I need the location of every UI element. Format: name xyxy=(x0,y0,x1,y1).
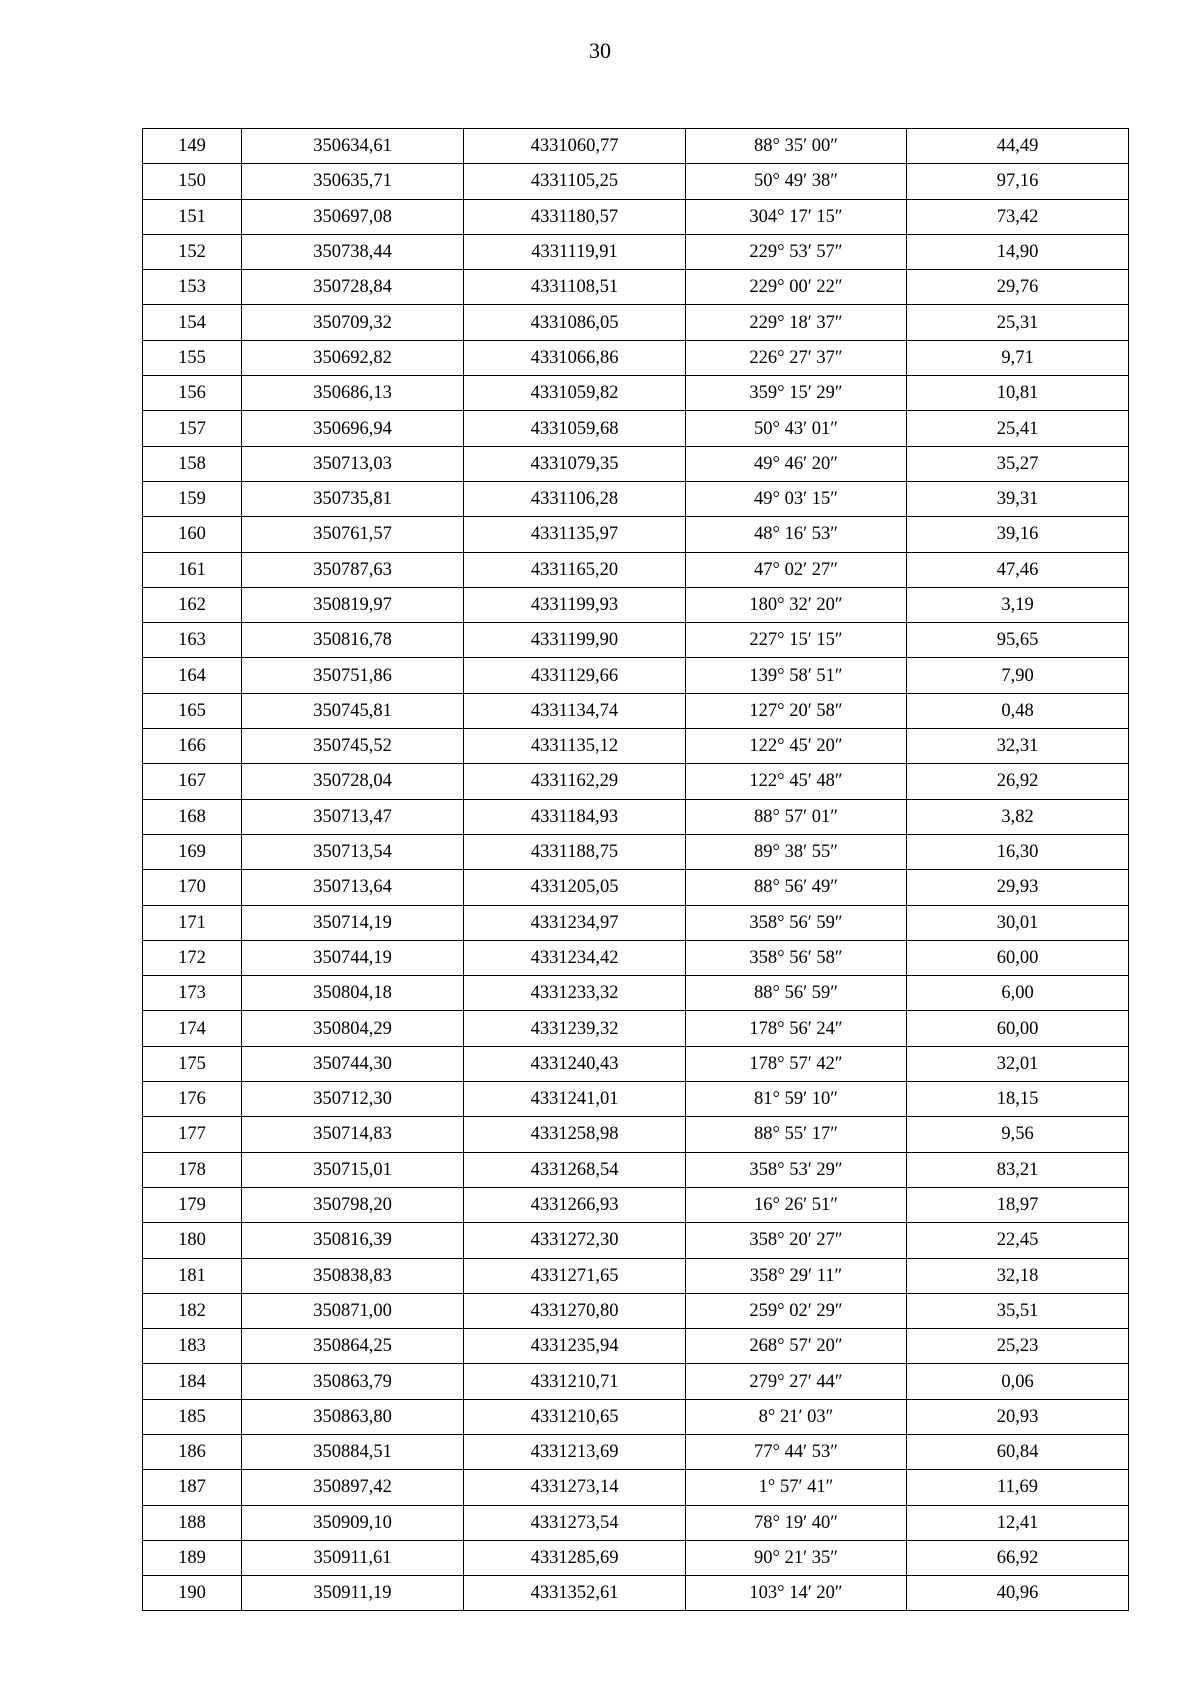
point-number-cell: 180 xyxy=(143,1223,242,1258)
point-number-cell: 166 xyxy=(143,729,242,764)
y-coordinate-cell: 4331271,65 xyxy=(464,1258,686,1293)
distance-cell: 35,51 xyxy=(907,1293,1129,1328)
table-row xyxy=(143,658,1129,693)
y-coordinate-cell: 4331162,29 xyxy=(464,764,686,799)
table-row xyxy=(143,1540,1129,1575)
table-row xyxy=(143,199,1129,234)
x-coordinate-cell: 350798,20 xyxy=(242,1187,464,1222)
distance-cell: 66,92 xyxy=(907,1540,1129,1575)
x-coordinate-cell: 350738,44 xyxy=(242,234,464,269)
direction-angle-cell: 78° 19′ 40″ xyxy=(686,1505,907,1540)
distance-cell: 83,21 xyxy=(907,1152,1129,1187)
y-coordinate-cell: 4331268,54 xyxy=(464,1152,686,1187)
y-coordinate-cell: 4331134,74 xyxy=(464,693,686,728)
y-coordinate-cell: 4331205,05 xyxy=(464,870,686,905)
point-number-cell: 174 xyxy=(143,1011,242,1046)
distance-cell: 44,49 xyxy=(907,129,1129,164)
point-number-cell: 179 xyxy=(143,1187,242,1222)
x-coordinate-cell: 350761,57 xyxy=(242,517,464,552)
table-row xyxy=(143,1258,1129,1293)
x-coordinate-cell: 350745,81 xyxy=(242,693,464,728)
distance-cell: 18,15 xyxy=(907,1082,1129,1117)
direction-angle-cell: 178° 57′ 42″ xyxy=(686,1046,907,1081)
direction-angle-cell: 358° 20′ 27″ xyxy=(686,1223,907,1258)
point-number-cell: 183 xyxy=(143,1329,242,1364)
x-coordinate-cell: 350712,30 xyxy=(242,1082,464,1117)
direction-angle-cell: 81° 59′ 10″ xyxy=(686,1082,907,1117)
y-coordinate-cell: 4331188,75 xyxy=(464,834,686,869)
y-coordinate-cell: 4331233,32 xyxy=(464,976,686,1011)
table-row xyxy=(143,1399,1129,1434)
distance-cell: 3,19 xyxy=(907,587,1129,622)
distance-cell: 7,90 xyxy=(907,658,1129,693)
x-coordinate-cell: 350864,25 xyxy=(242,1329,464,1364)
x-coordinate-cell: 350897,42 xyxy=(242,1470,464,1505)
point-number-cell: 190 xyxy=(143,1576,242,1611)
y-coordinate-cell: 4331352,61 xyxy=(464,1576,686,1611)
direction-angle-cell: 229° 00′ 22″ xyxy=(686,270,907,305)
y-coordinate-cell: 4331060,77 xyxy=(464,129,686,164)
point-number-cell: 189 xyxy=(143,1540,242,1575)
x-coordinate-cell: 350686,13 xyxy=(242,376,464,411)
x-coordinate-cell: 350884,51 xyxy=(242,1434,464,1469)
distance-cell: 11,69 xyxy=(907,1470,1129,1505)
direction-angle-cell: 88° 55′ 17″ xyxy=(686,1117,907,1152)
table-row xyxy=(143,799,1129,834)
distance-cell: 14,90 xyxy=(907,234,1129,269)
y-coordinate-cell: 4331273,14 xyxy=(464,1470,686,1505)
table-row xyxy=(143,1011,1129,1046)
distance-cell: 32,31 xyxy=(907,729,1129,764)
x-coordinate-cell: 350863,79 xyxy=(242,1364,464,1399)
x-coordinate-cell: 350692,82 xyxy=(242,340,464,375)
point-number-cell: 175 xyxy=(143,1046,242,1081)
table-row xyxy=(143,270,1129,305)
point-number-cell: 150 xyxy=(143,164,242,199)
direction-angle-cell: 122° 45′ 20″ xyxy=(686,729,907,764)
distance-cell: 47,46 xyxy=(907,552,1129,587)
x-coordinate-cell: 350863,80 xyxy=(242,1399,464,1434)
x-coordinate-cell: 350819,97 xyxy=(242,587,464,622)
distance-cell: 29,76 xyxy=(907,270,1129,305)
point-number-cell: 184 xyxy=(143,1364,242,1399)
table-row xyxy=(143,129,1129,164)
y-coordinate-cell: 4331180,57 xyxy=(464,199,686,234)
y-coordinate-cell: 4331059,82 xyxy=(464,376,686,411)
point-number-cell: 181 xyxy=(143,1258,242,1293)
distance-cell: 26,92 xyxy=(907,764,1129,799)
direction-angle-cell: 358° 56′ 58″ xyxy=(686,940,907,975)
point-number-cell: 172 xyxy=(143,940,242,975)
direction-angle-cell: 88° 57′ 01″ xyxy=(686,799,907,834)
point-number-cell: 186 xyxy=(143,1434,242,1469)
direction-angle-cell: 180° 32′ 20″ xyxy=(686,587,907,622)
distance-cell: 25,41 xyxy=(907,411,1129,446)
point-number-cell: 158 xyxy=(143,446,242,481)
point-number-cell: 152 xyxy=(143,234,242,269)
x-coordinate-cell: 350634,61 xyxy=(242,129,464,164)
distance-cell: 29,93 xyxy=(907,870,1129,905)
point-number-cell: 164 xyxy=(143,658,242,693)
point-number-cell: 153 xyxy=(143,270,242,305)
distance-cell: 35,27 xyxy=(907,446,1129,481)
direction-angle-cell: 279° 27′ 44″ xyxy=(686,1364,907,1399)
point-number-cell: 173 xyxy=(143,976,242,1011)
point-number-cell: 155 xyxy=(143,340,242,375)
x-coordinate-cell: 350697,08 xyxy=(242,199,464,234)
x-coordinate-cell: 350871,00 xyxy=(242,1293,464,1328)
direction-angle-cell: 127° 20′ 58″ xyxy=(686,693,907,728)
x-coordinate-cell: 350787,63 xyxy=(242,552,464,587)
x-coordinate-cell: 350696,94 xyxy=(242,411,464,446)
distance-cell: 0,48 xyxy=(907,693,1129,728)
point-number-cell: 171 xyxy=(143,905,242,940)
table-row xyxy=(143,764,1129,799)
page-number: 30 xyxy=(589,38,611,63)
table-row xyxy=(143,411,1129,446)
table-row xyxy=(143,1434,1129,1469)
direction-angle-cell: 178° 56′ 24″ xyxy=(686,1011,907,1046)
table-row xyxy=(143,587,1129,622)
y-coordinate-cell: 4331213,69 xyxy=(464,1434,686,1469)
direction-angle-cell: 49° 46′ 20″ xyxy=(686,446,907,481)
point-number-cell: 170 xyxy=(143,870,242,905)
x-coordinate-cell: 350735,81 xyxy=(242,481,464,516)
distance-cell: 0,06 xyxy=(907,1364,1129,1399)
distance-cell: 25,23 xyxy=(907,1329,1129,1364)
x-coordinate-cell: 350838,83 xyxy=(242,1258,464,1293)
distance-cell: 18,97 xyxy=(907,1187,1129,1222)
table-row xyxy=(143,623,1129,658)
direction-angle-cell: 89° 38′ 55″ xyxy=(686,834,907,869)
distance-cell: 12,41 xyxy=(907,1505,1129,1540)
distance-cell: 32,01 xyxy=(907,1046,1129,1081)
y-coordinate-cell: 4331239,32 xyxy=(464,1011,686,1046)
distance-cell: 39,31 xyxy=(907,481,1129,516)
y-coordinate-cell: 4331199,93 xyxy=(464,587,686,622)
direction-angle-cell: 8° 21′ 03″ xyxy=(686,1399,907,1434)
table-row xyxy=(143,870,1129,905)
x-coordinate-cell: 350709,32 xyxy=(242,305,464,340)
distance-cell: 60,00 xyxy=(907,940,1129,975)
direction-angle-cell: 50° 43′ 01″ xyxy=(686,411,907,446)
y-coordinate-cell: 4331105,25 xyxy=(464,164,686,199)
direction-angle-cell: 227° 15′ 15″ xyxy=(686,623,907,658)
point-number-cell: 167 xyxy=(143,764,242,799)
table-row xyxy=(143,693,1129,728)
y-coordinate-cell: 4331270,80 xyxy=(464,1293,686,1328)
y-coordinate-cell: 4331235,94 xyxy=(464,1329,686,1364)
y-coordinate-cell: 4331241,01 xyxy=(464,1082,686,1117)
x-coordinate-cell: 350728,84 xyxy=(242,270,464,305)
direction-angle-cell: 359° 15′ 29″ xyxy=(686,376,907,411)
table-row xyxy=(143,1117,1129,1152)
distance-cell: 10,81 xyxy=(907,376,1129,411)
distance-cell: 95,65 xyxy=(907,623,1129,658)
table-row xyxy=(143,517,1129,552)
direction-angle-cell: 226° 27′ 37″ xyxy=(686,340,907,375)
x-coordinate-cell: 350804,29 xyxy=(242,1011,464,1046)
y-coordinate-cell: 4331210,71 xyxy=(464,1364,686,1399)
y-coordinate-cell: 4331059,68 xyxy=(464,411,686,446)
distance-cell: 40,96 xyxy=(907,1576,1129,1611)
y-coordinate-cell: 4331079,35 xyxy=(464,446,686,481)
point-number-cell: 178 xyxy=(143,1152,242,1187)
direction-angle-cell: 49° 03′ 15″ xyxy=(686,481,907,516)
y-coordinate-cell: 4331119,91 xyxy=(464,234,686,269)
x-coordinate-cell: 350715,01 xyxy=(242,1152,464,1187)
table-row xyxy=(143,729,1129,764)
distance-cell: 6,00 xyxy=(907,976,1129,1011)
distance-cell: 30,01 xyxy=(907,905,1129,940)
x-coordinate-cell: 350713,64 xyxy=(242,870,464,905)
direction-angle-cell: 88° 56′ 49″ xyxy=(686,870,907,905)
direction-angle-cell: 122° 45′ 48″ xyxy=(686,764,907,799)
direction-angle-cell: 358° 56′ 59″ xyxy=(686,905,907,940)
table-row xyxy=(143,1293,1129,1328)
x-coordinate-cell: 350751,86 xyxy=(242,658,464,693)
point-number-cell: 159 xyxy=(143,481,242,516)
distance-cell: 22,45 xyxy=(907,1223,1129,1258)
point-number-cell: 188 xyxy=(143,1505,242,1540)
direction-angle-cell: 304° 17′ 15″ xyxy=(686,199,907,234)
coordinates-table xyxy=(142,128,1129,1611)
table-row xyxy=(143,834,1129,869)
point-number-cell: 151 xyxy=(143,199,242,234)
y-coordinate-cell: 4331234,42 xyxy=(464,940,686,975)
y-coordinate-cell: 4331199,90 xyxy=(464,623,686,658)
x-coordinate-cell: 350909,10 xyxy=(242,1505,464,1540)
y-coordinate-cell: 4331165,20 xyxy=(464,552,686,587)
direction-angle-cell: 88° 56′ 59″ xyxy=(686,976,907,1011)
x-coordinate-cell: 350816,78 xyxy=(242,623,464,658)
y-coordinate-cell: 4331234,97 xyxy=(464,905,686,940)
point-number-cell: 156 xyxy=(143,376,242,411)
table-row xyxy=(143,1152,1129,1187)
point-number-cell: 161 xyxy=(143,552,242,587)
distance-cell: 3,82 xyxy=(907,799,1129,834)
y-coordinate-cell: 4331272,30 xyxy=(464,1223,686,1258)
table-row xyxy=(143,305,1129,340)
distance-cell: 9,71 xyxy=(907,340,1129,375)
y-coordinate-cell: 4331135,12 xyxy=(464,729,686,764)
point-number-cell: 157 xyxy=(143,411,242,446)
y-coordinate-cell: 4331184,93 xyxy=(464,799,686,834)
direction-angle-cell: 103° 14′ 20″ xyxy=(686,1576,907,1611)
x-coordinate-cell: 350911,19 xyxy=(242,1576,464,1611)
x-coordinate-cell: 350713,47 xyxy=(242,799,464,834)
point-number-cell: 149 xyxy=(143,129,242,164)
table-row xyxy=(143,446,1129,481)
point-number-cell: 154 xyxy=(143,305,242,340)
point-number-cell: 185 xyxy=(143,1399,242,1434)
point-number-cell: 176 xyxy=(143,1082,242,1117)
y-coordinate-cell: 4331285,69 xyxy=(464,1540,686,1575)
table-row xyxy=(143,1470,1129,1505)
x-coordinate-cell: 350744,30 xyxy=(242,1046,464,1081)
table-row xyxy=(143,976,1129,1011)
direction-angle-cell: 90° 21′ 35″ xyxy=(686,1540,907,1575)
x-coordinate-cell: 350744,19 xyxy=(242,940,464,975)
direction-angle-cell: 50° 49′ 38″ xyxy=(686,164,907,199)
x-coordinate-cell: 350713,54 xyxy=(242,834,464,869)
x-coordinate-cell: 350713,03 xyxy=(242,446,464,481)
y-coordinate-cell: 4331273,54 xyxy=(464,1505,686,1540)
table-row xyxy=(143,1187,1129,1222)
distance-cell: 73,42 xyxy=(907,199,1129,234)
table-row xyxy=(143,940,1129,975)
point-number-cell: 162 xyxy=(143,587,242,622)
direction-angle-cell: 88° 35′ 00″ xyxy=(686,129,907,164)
point-number-cell: 182 xyxy=(143,1293,242,1328)
table-row xyxy=(143,234,1129,269)
table-row xyxy=(143,1082,1129,1117)
direction-angle-cell: 139° 58′ 51″ xyxy=(686,658,907,693)
direction-angle-cell: 268° 57′ 20″ xyxy=(686,1329,907,1364)
distance-cell: 60,00 xyxy=(907,1011,1129,1046)
y-coordinate-cell: 4331129,66 xyxy=(464,658,686,693)
direction-angle-cell: 47° 02′ 27″ xyxy=(686,552,907,587)
table-row xyxy=(143,1329,1129,1364)
y-coordinate-cell: 4331258,98 xyxy=(464,1117,686,1152)
y-coordinate-cell: 4331210,65 xyxy=(464,1399,686,1434)
direction-angle-cell: 358° 29′ 11″ xyxy=(686,1258,907,1293)
distance-cell: 9,56 xyxy=(907,1117,1129,1152)
table-row xyxy=(143,164,1129,199)
table-row xyxy=(143,1364,1129,1399)
point-number-cell: 187 xyxy=(143,1470,242,1505)
y-coordinate-cell: 4331108,51 xyxy=(464,270,686,305)
direction-angle-cell: 229° 53′ 57″ xyxy=(686,234,907,269)
x-coordinate-cell: 350635,71 xyxy=(242,164,464,199)
table-body xyxy=(143,129,1129,1611)
direction-angle-cell: 229° 18′ 37″ xyxy=(686,305,907,340)
x-coordinate-cell: 350745,52 xyxy=(242,729,464,764)
distance-cell: 60,84 xyxy=(907,1434,1129,1469)
point-number-cell: 163 xyxy=(143,623,242,658)
point-number-cell: 165 xyxy=(143,693,242,728)
y-coordinate-cell: 4331106,28 xyxy=(464,481,686,516)
point-number-cell: 169 xyxy=(143,834,242,869)
y-coordinate-cell: 4331266,93 xyxy=(464,1187,686,1222)
distance-cell: 16,30 xyxy=(907,834,1129,869)
table-row xyxy=(143,1576,1129,1611)
table-row xyxy=(143,481,1129,516)
direction-angle-cell: 16° 26′ 51″ xyxy=(686,1187,907,1222)
distance-cell: 39,16 xyxy=(907,517,1129,552)
y-coordinate-cell: 4331135,97 xyxy=(464,517,686,552)
distance-cell: 32,18 xyxy=(907,1258,1129,1293)
distance-cell: 97,16 xyxy=(907,164,1129,199)
point-number-cell: 168 xyxy=(143,799,242,834)
table-row xyxy=(143,376,1129,411)
direction-angle-cell: 1° 57′ 41″ xyxy=(686,1470,907,1505)
distance-cell: 20,93 xyxy=(907,1399,1129,1434)
x-coordinate-cell: 350911,61 xyxy=(242,1540,464,1575)
table-row xyxy=(143,1223,1129,1258)
x-coordinate-cell: 350714,19 xyxy=(242,905,464,940)
table-row xyxy=(143,1505,1129,1540)
x-coordinate-cell: 350728,04 xyxy=(242,764,464,799)
x-coordinate-cell: 350714,83 xyxy=(242,1117,464,1152)
point-number-cell: 160 xyxy=(143,517,242,552)
distance-cell: 25,31 xyxy=(907,305,1129,340)
table-row xyxy=(143,905,1129,940)
table-row xyxy=(143,1046,1129,1081)
x-coordinate-cell: 350816,39 xyxy=(242,1223,464,1258)
y-coordinate-cell: 4331066,86 xyxy=(464,340,686,375)
x-coordinate-cell: 350804,18 xyxy=(242,976,464,1011)
direction-angle-cell: 77° 44′ 53″ xyxy=(686,1434,907,1469)
direction-angle-cell: 358° 53′ 29″ xyxy=(686,1152,907,1187)
direction-angle-cell: 48° 16′ 53″ xyxy=(686,517,907,552)
table-row xyxy=(143,552,1129,587)
table-row xyxy=(143,340,1129,375)
direction-angle-cell: 259° 02′ 29″ xyxy=(686,1293,907,1328)
y-coordinate-cell: 4331086,05 xyxy=(464,305,686,340)
y-coordinate-cell: 4331240,43 xyxy=(464,1046,686,1081)
point-number-cell: 177 xyxy=(143,1117,242,1152)
